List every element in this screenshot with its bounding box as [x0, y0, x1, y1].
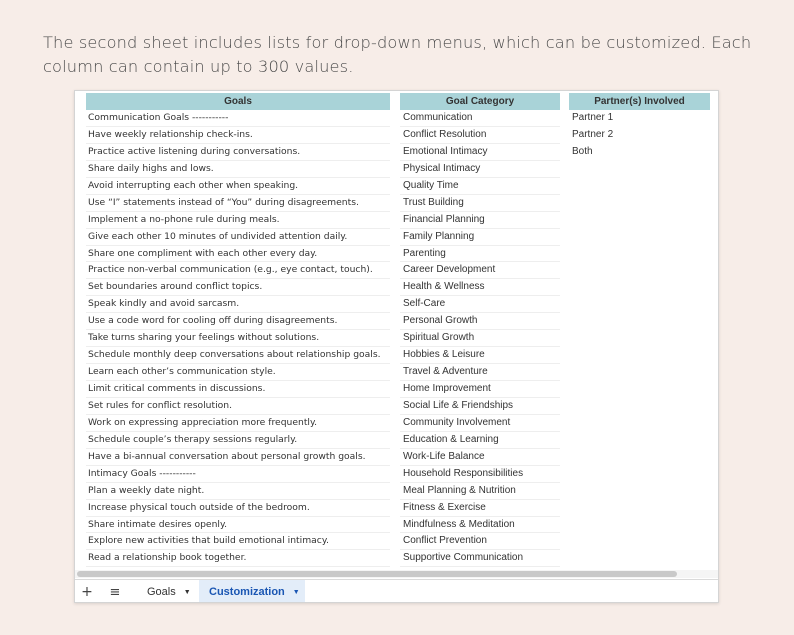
category-header[interactable]: Goal Category	[400, 93, 560, 110]
category-cell[interactable]: Household Responsibilities	[400, 466, 560, 483]
all-sheets-button[interactable]	[103, 580, 127, 603]
spreadsheet-window	[74, 90, 719, 603]
partner-cell[interactable]	[569, 161, 710, 178]
goal-cell[interactable]: Have a bi-annual conversation about personal growth goals.	[86, 449, 390, 466]
category-cell[interactable]: Communication	[400, 110, 560, 127]
tab-label: Customization	[209, 586, 285, 598]
goal-cell[interactable]: Schedule couple’s therapy sessions regularly.	[86, 432, 390, 449]
goal-cell[interactable]: Plan a weekly date night.	[86, 483, 390, 500]
partner-cell[interactable]	[569, 313, 710, 330]
tab-goals[interactable]	[137, 580, 197, 603]
goal-cell[interactable]: Practice active listening during conversations.	[86, 144, 390, 161]
partner-cell[interactable]	[569, 212, 710, 229]
partner-cell[interactable]	[569, 279, 710, 296]
goal-cell[interactable]: Explore new activities that build emotional intimacy.	[86, 533, 390, 550]
category-cell[interactable]: Social Life & Friendships	[400, 398, 560, 415]
goal-cell[interactable]: Use a code word for cooling off during disagreements.	[86, 313, 390, 330]
partner-cell[interactable]	[569, 500, 710, 517]
category-cell[interactable]: Community Involvement	[400, 415, 560, 432]
partner-list	[569, 110, 710, 567]
add-sheet-button[interactable]	[75, 580, 99, 603]
partner-cell[interactable]	[569, 262, 710, 279]
sheet-grid	[75, 91, 719, 573]
category-cell[interactable]: Family Planning	[400, 229, 560, 246]
partner-cell[interactable]	[569, 415, 710, 432]
goal-cell[interactable]: Set rules for conflict resolution.	[86, 398, 390, 415]
goal-cell[interactable]: Work on expressing appreciation more frequently.	[86, 415, 390, 432]
partner-cell[interactable]	[569, 195, 710, 212]
goal-cell[interactable]: Take turns sharing your feelings without solutions.	[86, 330, 390, 347]
goal-cell[interactable]: Set boundaries around conflict topics.	[86, 279, 390, 296]
category-cell[interactable]: Education & Learning	[400, 432, 560, 449]
scrollbar-thumb[interactable]	[77, 571, 677, 577]
partner-cell[interactable]	[569, 296, 710, 313]
category-cell[interactable]: Fitness & Exercise	[400, 500, 560, 517]
goal-cell[interactable]: Avoid interrupting each other when speaking.	[86, 178, 390, 195]
partner-cell[interactable]	[569, 449, 710, 466]
partner-header[interactable]: Partner(s) Involved	[569, 93, 710, 110]
partner-cell[interactable]	[569, 178, 710, 195]
goal-cell[interactable]: Learn each other’s communication style.	[86, 364, 390, 381]
goal-cell[interactable]: Intimacy Goals -----------	[86, 466, 390, 483]
category-cell[interactable]: Self-Care	[400, 296, 560, 313]
category-cell[interactable]: Hobbies & Leisure	[400, 347, 560, 364]
category-cell[interactable]: Home Improvement	[400, 381, 560, 398]
partner-cell[interactable]	[569, 330, 710, 347]
goal-cell[interactable]: Use “I” statements instead of “You” during disagreements.	[86, 195, 390, 212]
category-column	[400, 93, 560, 567]
partner-cell[interactable]	[569, 432, 710, 449]
goal-cell[interactable]: Have weekly relationship check-ins.	[86, 127, 390, 144]
caret-down-icon: ▼	[292, 588, 300, 596]
category-cell[interactable]: Personal Growth	[400, 313, 560, 330]
category-cell[interactable]: Conflict Prevention	[400, 533, 560, 550]
partner-cell[interactable]	[569, 466, 710, 483]
category-cell[interactable]: Quality Time	[400, 178, 560, 195]
goals-header[interactable]: Goals	[86, 93, 390, 110]
partner-cell[interactable]	[569, 398, 710, 415]
tab-label: Goals	[147, 586, 176, 598]
partner-cell[interactable]	[569, 347, 710, 364]
partner-cell[interactable]	[569, 246, 710, 263]
partner-cell[interactable]	[569, 550, 710, 567]
partner-column	[569, 93, 710, 567]
goal-cell[interactable]: Communication Goals -----------	[86, 110, 390, 127]
category-cell[interactable]: Travel & Adventure	[400, 364, 560, 381]
sheet-tab-bar	[75, 579, 719, 603]
partner-cell[interactable]	[569, 533, 710, 550]
category-cell[interactable]: Health & Wellness	[400, 279, 560, 296]
goal-cell[interactable]: Share one compliment with each other every day.	[86, 246, 390, 263]
goal-cell[interactable]: Share daily highs and lows.	[86, 161, 390, 178]
category-cell[interactable]: Physical Intimacy	[400, 161, 560, 178]
category-cell[interactable]: Supportive Communication	[400, 550, 560, 567]
category-cell[interactable]: Work-Life Balance	[400, 449, 560, 466]
caption-text: The second sheet includes lists for drop-down menus, which can be customized. Each column can contain up to 300 values.	[43, 33, 752, 76]
caret-down-icon: ▼	[183, 588, 191, 596]
category-cell[interactable]: Trust Building	[400, 195, 560, 212]
goal-cell[interactable]: Share intimate desires openly.	[86, 517, 390, 534]
goal-cell[interactable]: Schedule monthly deep conversations about relationship goals.	[86, 347, 390, 364]
partner-cell[interactable]	[569, 483, 710, 500]
goals-list	[86, 110, 390, 567]
category-list	[400, 110, 560, 567]
category-cell[interactable]: Conflict Resolution	[400, 127, 560, 144]
partner-cell[interactable]	[569, 517, 710, 534]
goal-cell[interactable]: Read a relationship book together.	[86, 550, 390, 567]
partner-cell[interactable]	[569, 364, 710, 381]
category-cell[interactable]: Parenting	[400, 246, 560, 263]
tab-customization[interactable]	[199, 580, 305, 603]
category-cell[interactable]: Mindfulness & Meditation	[400, 517, 560, 534]
partner-cell[interactable]: Partner 2	[572, 128, 614, 140]
goal-cell[interactable]: Implement a no-phone rule during meals.	[86, 212, 390, 229]
partner-cell[interactable]	[569, 229, 710, 246]
horizontal-scrollbar[interactable]	[75, 570, 719, 578]
partner-cell[interactable]: Partner 1	[572, 112, 614, 123]
goal-cell[interactable]: Speak kindly and avoid sarcasm.	[86, 296, 390, 313]
goal-cell[interactable]: Practice non-verbal communication (e.g., eye contact, touch).	[86, 262, 390, 279]
hamburger-menu-icon: ≡	[109, 584, 121, 600]
category-cell[interactable]: Emotional Intimacy	[400, 144, 560, 161]
category-cell[interactable]: Career Development	[400, 262, 560, 279]
goals-column	[86, 93, 390, 567]
partner-cell[interactable]	[569, 381, 710, 398]
category-cell[interactable]: Meal Planning & Nutrition	[400, 483, 560, 500]
category-cell[interactable]: Financial Planning	[400, 212, 560, 229]
category-cell[interactable]: Spiritual Growth	[400, 330, 560, 347]
partner-cell[interactable]: Both	[572, 145, 593, 157]
goal-cell[interactable]: Increase physical touch outside of the bedroom.	[86, 500, 390, 517]
plus-icon: +	[81, 584, 93, 600]
goal-cell[interactable]: Give each other 10 minutes of undivided attention daily.	[86, 229, 390, 246]
goal-cell[interactable]: Limit critical comments in discussions.	[86, 381, 390, 398]
